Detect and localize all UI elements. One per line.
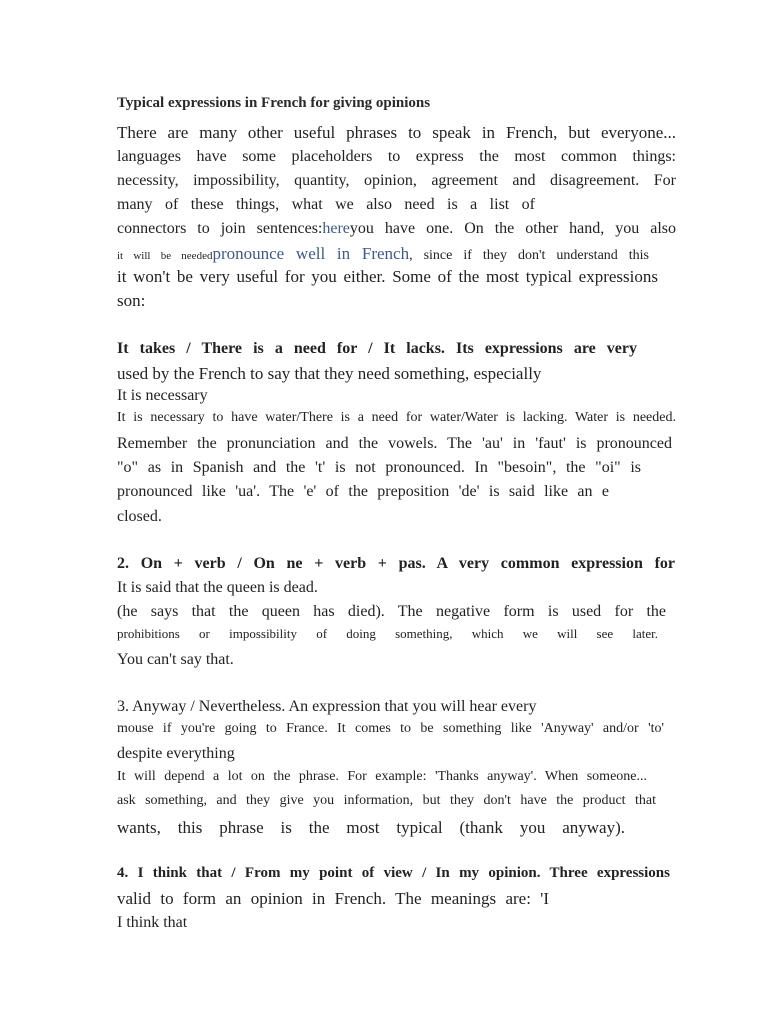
s4-line-3: I think that	[117, 914, 188, 931]
s4-heading: 4. I think that / From my point of view / In my opinion. Three expressions	[117, 865, 670, 881]
s1-line-4: It is necessary to have water/There is a need for water/Water is lacking. Water is needed.	[117, 410, 676, 425]
s1-line-5: Remember the pronunciation and the vowels. The 'au' in 'faut' is pronounced	[117, 435, 672, 452]
s3-line-6: wants, this phrase is the most typical (thank you anyway).	[117, 818, 625, 837]
p1-line-5	[117, 221, 676, 237]
s2-heading: 2. On + verb / On ne + verb + pas. A very common expression for	[117, 555, 675, 572]
s1-line-2: used by the French to say that they need something, especially	[117, 364, 542, 383]
p1-line-1: There are many other useful phrases to speak in French, but everyone...	[117, 123, 676, 142]
p1-line-6	[117, 245, 649, 263]
p1-line-4: many of these things, what we also need is a list of	[117, 196, 535, 213]
s2-line-2: It is said that the queen is dead.	[117, 579, 318, 596]
s3-line-3: despite everything	[117, 745, 235, 762]
s3-line-2: mouse if you're going to France. It comes to be something like 'Anyway' and/or 'to'	[117, 721, 664, 736]
p1-line-6-text: it will be needed	[117, 250, 213, 262]
s1-line-3: It is necessary	[117, 387, 208, 404]
s2-line-4: prohibitions or impossibility of doing something, which we will see later.	[117, 626, 658, 641]
s4-line-2: valid to form an opinion in French. The meanings are: 'I	[117, 889, 549, 908]
p1-line-6-text-after: , since if they don't understand this	[409, 248, 649, 263]
s2-line-3: (he says that the queen has died). The negative form is used for the	[117, 603, 666, 620]
document-title: Typical expressions in French for giving opinions	[117, 95, 431, 111]
p1-line-7: it won't be very useful for you either. Some of the most typical expressions	[117, 267, 658, 286]
s2-line-5: You can't say that.	[117, 651, 234, 668]
p1-line-5-text-after: you have one. On the other hand, you also	[349, 220, 677, 237]
p1-line-3: necessity, impossibility, quantity, opinion, agreement and disagreement. For	[117, 172, 676, 189]
s3-line-4: It will depend a lot on the phrase. For example: 'Thanks anyway'. When someone...	[117, 769, 647, 784]
p1-line-2: languages have some placeholders to express the most common things:	[117, 148, 676, 165]
pronounce-well-link[interactable]: pronounce well in French	[212, 244, 410, 263]
p1-line-8: son:	[117, 291, 146, 310]
here-link[interactable]: here	[322, 220, 350, 237]
s1-line-7: pronounced like 'ua'. The 'e' of the preposition 'de' is said like an e	[117, 483, 609, 500]
p1-line-5-text: connectors to join sentences:	[117, 220, 323, 237]
s1-heading: It takes / There is a need for / It lacks. Its expressions are very	[117, 340, 637, 357]
s1-line-8: closed.	[117, 508, 162, 525]
s1-line-6: "o" as in Spanish and the 't' is not pronounced. In "besoin", the "oi" is	[117, 459, 641, 476]
s3-line-5: ask something, and they give you information, but they don't have the product that	[117, 793, 656, 808]
s3-heading: 3. Anyway / Nevertheless. An expression that you will hear every	[117, 698, 537, 715]
